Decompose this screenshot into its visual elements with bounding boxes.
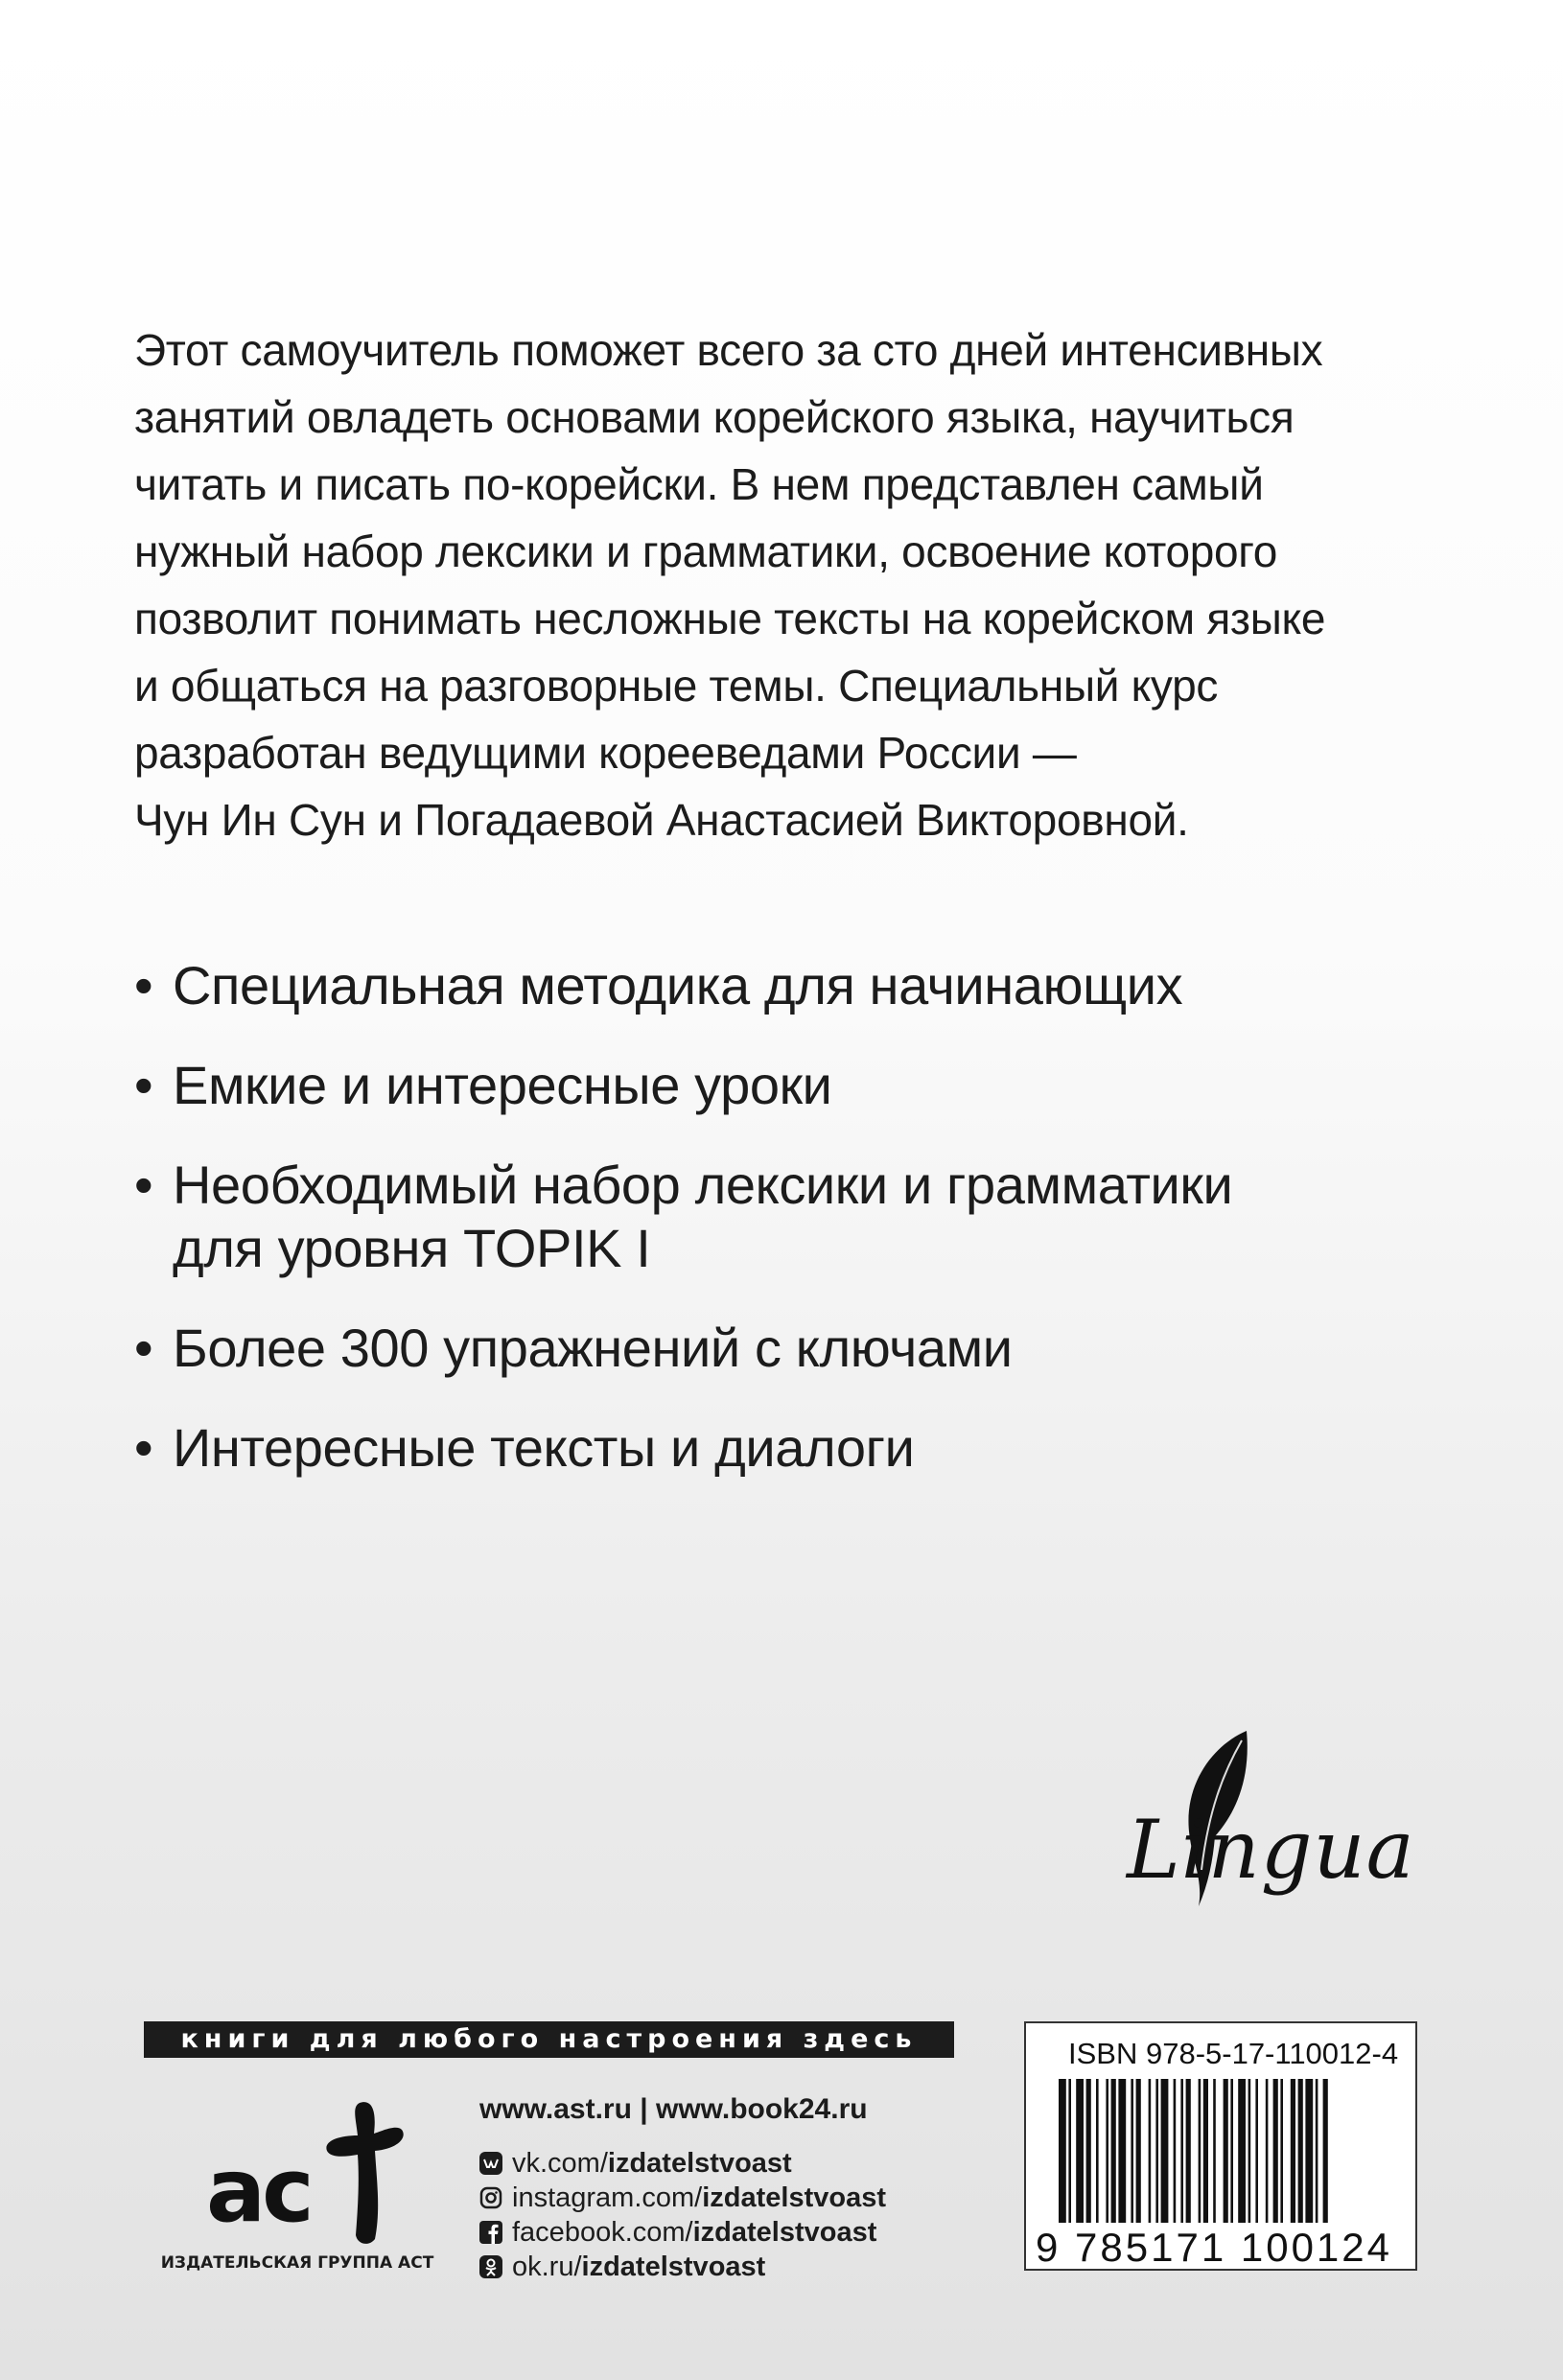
odnoklassniki-icon: [479, 2255, 502, 2278]
barcode-bar: [1213, 2079, 1216, 2223]
publisher-links: [479, 2090, 959, 2284]
bullet-icon: •: [134, 1417, 153, 1478]
barcode-bar: [1186, 2079, 1191, 2223]
description-line: Этот самоучитель поможет всего за сто дней интенсивных: [134, 325, 1323, 375]
barcode-bar: [1149, 2079, 1152, 2223]
isbn-text: ISBN 978-5-17-110012-4: [1068, 2037, 1399, 2070]
barcode-bar: [1316, 2079, 1318, 2223]
barcode-panel: [1024, 2021, 1417, 2271]
barcode-bar: [1273, 2079, 1278, 2223]
bullet-icon: •: [134, 1055, 153, 1115]
barcode-bar: [1155, 2079, 1158, 2223]
barcode-bar: [1068, 2079, 1071, 2223]
feature-item: [134, 1317, 1477, 1380]
social-domain: vk.com/: [512, 2148, 608, 2179]
lingua-wordmark: Lingua: [1127, 1803, 1415, 1897]
barcode-bar: [1174, 2079, 1177, 2223]
feature-text: Специальная методика для начинающих: [173, 955, 1183, 1015]
barcode-bar: [1280, 2079, 1283, 2223]
social-domain: ok.ru/: [512, 2252, 582, 2282]
description-line: позволит понимать несложные тексты на корейском языке: [134, 594, 1326, 643]
social-domain: instagram.com/: [512, 2182, 703, 2213]
barcode-bar: [1086, 2079, 1091, 2223]
barcode-bar: [1298, 2079, 1303, 2223]
barcode-bar: [1136, 2079, 1141, 2223]
ast-cross-icon: [321, 2095, 408, 2249]
barcode-bar: [1248, 2079, 1251, 2223]
barcode-bar: [1131, 2079, 1133, 2223]
feature-text-continued: для уровня TOPIK I: [173, 1218, 651, 1278]
publisher-group-name: ИЗДАТЕЛЬСКАЯ ГРУППА АСТ: [160, 2253, 434, 2273]
barcode-bar: [1059, 2079, 1066, 2223]
description-line: разработан ведущими корееведами России —: [134, 728, 1077, 778]
feature-item: [134, 1416, 1477, 1480]
description-text: [134, 316, 1477, 853]
barcode-bar: [1199, 2079, 1201, 2223]
feature-text: Необходимый набор лексики и грамматики: [173, 1155, 1233, 1215]
social-link-facebook[interactable]: [479, 2215, 959, 2250]
social-handle: izdatelstvoast: [692, 2217, 877, 2248]
barcode-bar: [1203, 2079, 1208, 2223]
description-line: читать и писать по-корейски. В нем представлен самый: [134, 459, 1264, 509]
ast-logo-letters: ac: [206, 2139, 311, 2242]
social-link-odnoklassniki[interactable]: [479, 2250, 959, 2284]
social-domain: facebook.com/: [512, 2217, 693, 2248]
barcode-bar: [1118, 2079, 1126, 2223]
barcode-bar: [1238, 2079, 1246, 2223]
feature-item: [134, 1054, 1477, 1117]
barcode-bar: [1161, 2079, 1169, 2223]
feature-item: [134, 954, 1477, 1017]
lingua-series-logo: [1117, 1726, 1424, 1937]
feature-list: [134, 954, 1477, 1516]
description-line: занятий овладеть основами корейского языка, научиться: [134, 392, 1295, 442]
barcode-bar: [1106, 2079, 1108, 2223]
barcode-bars: [1059, 2079, 1389, 2223]
barcode-bar: [1291, 2079, 1295, 2223]
website-links[interactable]: www.ast.ru | www.book24.ru: [479, 2093, 868, 2125]
description-line: и общаться на разговорные темы. Специальный курс: [134, 661, 1219, 711]
description-line: Чун Ин Сун и Погадаевой Анастасией Викторовной.: [134, 795, 1189, 845]
barcode-bar: [1266, 2079, 1269, 2223]
social-handle: izdatelstvoast: [702, 2182, 887, 2213]
feature-text: Более 300 упражнений с ключами: [173, 1318, 1013, 1378]
social-handle: izdatelstvoast: [607, 2148, 792, 2179]
bullet-icon: •: [134, 955, 153, 1015]
barcode-bar: [1323, 2079, 1328, 2223]
barcode-bar: [1111, 2079, 1116, 2223]
barcode-number: 9 785171 100124: [1036, 2225, 1392, 2270]
instagram-icon: [479, 2186, 502, 2209]
social-link-instagram[interactable]: [479, 2181, 959, 2215]
barcode-bar: [1305, 2079, 1313, 2223]
social-link-vk[interactable]: [479, 2146, 959, 2181]
feature-text: Интересные тексты и диалоги: [173, 1417, 915, 1478]
feature-item: [134, 1154, 1477, 1280]
facebook-icon: [479, 2221, 502, 2244]
feature-text: Емкие и интересные уроки: [173, 1055, 832, 1115]
social-handle: izdatelstvoast: [581, 2252, 766, 2282]
barcode-bar: [1076, 2079, 1084, 2223]
barcode-bar: [1224, 2079, 1228, 2223]
barcode-bar: [1230, 2079, 1233, 2223]
description-line: нужный набор лексики и грамматики, освоение которого: [134, 526, 1278, 576]
barcode-bar: [1096, 2079, 1099, 2223]
barcode-bar: [1255, 2079, 1258, 2223]
vk-icon: [479, 2152, 502, 2175]
barcode-bar: [1180, 2079, 1183, 2223]
ast-logo: [197, 2095, 408, 2249]
publisher-tagline: книги для любого настроения здесь: [144, 2021, 954, 2058]
bullet-icon: •: [134, 1155, 153, 1215]
bullet-icon: •: [134, 1318, 153, 1378]
